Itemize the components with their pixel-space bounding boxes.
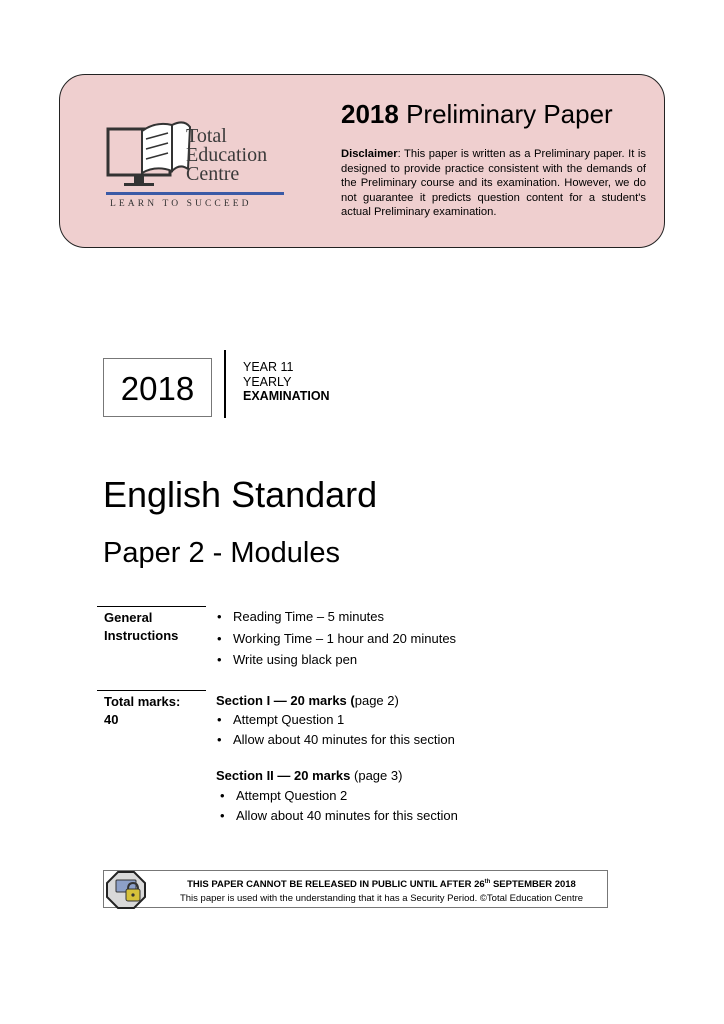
section-2-list	[218, 786, 458, 826]
section-2-page: (page 3)	[350, 768, 403, 783]
year-divider	[224, 350, 226, 418]
security-line1-pre: THIS PAPER CANNOT BE RELEASED IN PUBLIC UNTIL AFTER 26	[187, 879, 485, 891]
section-2-item: • Attempt Question 2	[218, 786, 458, 806]
subject-title: English Standard	[103, 474, 378, 515]
logo-text	[186, 127, 267, 184]
general-instructions-rule	[97, 606, 206, 607]
exam-level: YEAR 11	[243, 360, 294, 374]
total-marks-label	[104, 693, 180, 729]
paper-title-type: Preliminary Paper	[406, 99, 613, 129]
security-notice-line-1	[159, 879, 604, 890]
section-2-title: Section II — 20 marks	[216, 768, 351, 783]
general-label-line-1: General	[104, 610, 153, 625]
section-1-page: page 2)	[354, 693, 399, 708]
paper-name: Paper 2 - Modules	[103, 537, 340, 569]
security-notice-line-2: This paper is used with the understanding that it has a Security Period. ©Total Education Centre	[179, 893, 584, 904]
security-lock-icon	[106, 871, 146, 909]
disclaimer-label: Disclaimer	[341, 148, 398, 160]
section-2-item: • Allow about 40 minutes for this section	[218, 806, 458, 826]
security-line1-post: SEPTEMBER 2018	[490, 879, 576, 891]
total-marks-rule	[97, 690, 206, 691]
section-1-title: Section I — 20 marks (	[216, 693, 355, 708]
section-1-item: • Attempt Question 1	[215, 710, 455, 730]
exam-kind: YEARLY	[243, 374, 292, 389]
security-notice	[103, 870, 608, 908]
disclaimer	[341, 147, 646, 220]
section-2-heading	[216, 768, 402, 783]
disclaimer-text: : This paper is written as a Preliminary paper. It is designed to provide practice consistent with the demands of the Preliminary course and its examination. However, we do not guarantee it predicts question content for a student's actual Preliminary examination.	[341, 148, 646, 219]
header-banner	[59, 74, 665, 248]
instruction-item: • Reading Time – 5 minutes	[215, 606, 456, 628]
paper-title	[341, 99, 613, 130]
logo-line-1: Total	[186, 125, 227, 147]
logo-rule	[106, 192, 284, 195]
general-instructions-list	[215, 606, 456, 671]
instruction-item: • Write using black pen	[215, 649, 456, 671]
instruction-item: • Working Time – 1 hour and 20 minutes	[215, 628, 456, 650]
section-1-list	[215, 710, 455, 750]
general-label-line-2: Instructions	[104, 628, 179, 643]
total-marks-value: 40	[104, 712, 119, 727]
general-instructions-label	[104, 609, 178, 645]
exam-year-box: 2018	[103, 358, 212, 417]
paper-title-year: 2018	[341, 99, 399, 129]
section-1-item: • Allow about 40 minutes for this section	[215, 730, 455, 750]
logo-tagline: LEARN TO SUCCEED	[110, 199, 252, 209]
logo-line-3: Centre	[186, 163, 240, 185]
security-line1-sup: th	[484, 879, 491, 885]
total-marks-text: Total marks:	[104, 694, 181, 709]
logo-line-2: Education	[186, 144, 268, 166]
section-1-heading	[216, 693, 399, 708]
exam-info	[243, 360, 330, 404]
exam-label: EXAMINATION	[243, 389, 330, 403]
